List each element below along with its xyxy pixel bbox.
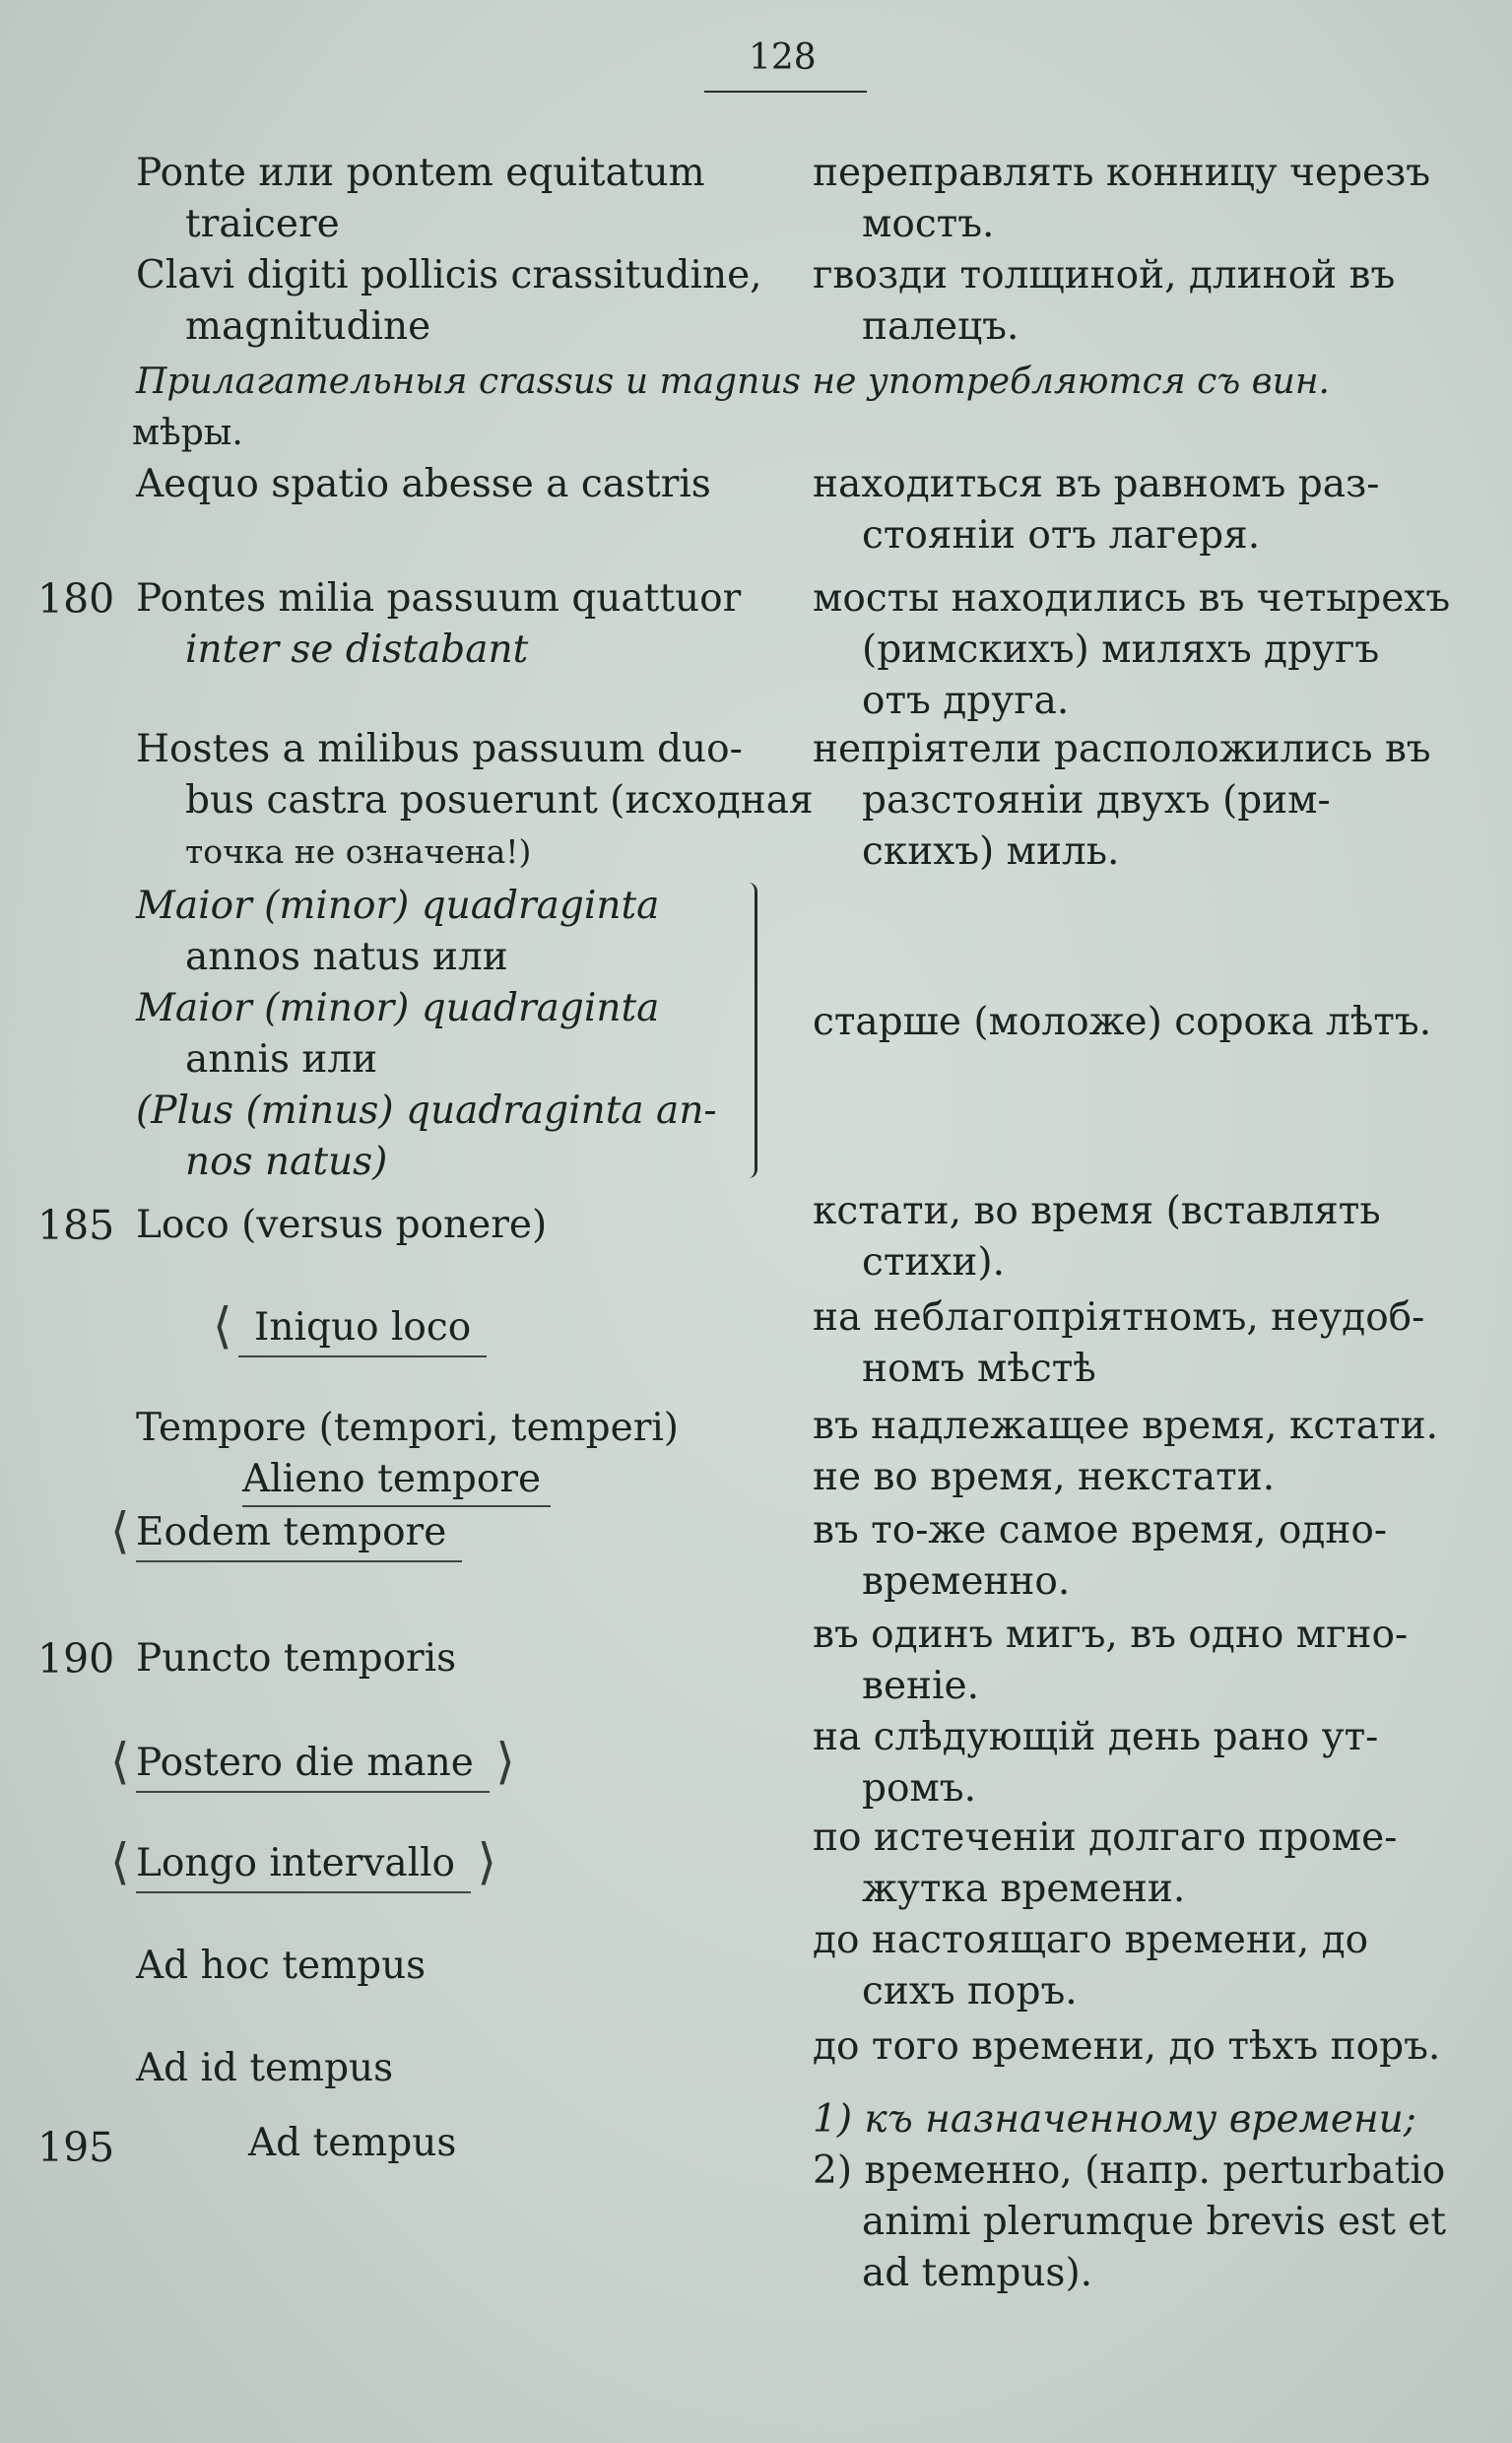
latin-phrase	[136, 724, 814, 878]
russian-line: старше (моложе) сорока лѣтъ.	[813, 1000, 1432, 1044]
russian-line: ad tempus).	[862, 2251, 1093, 2295]
latin-line: Ad id tempus	[136, 2046, 394, 2090]
russian-line: въ то-же самое время, одно-	[813, 1508, 1388, 1552]
russian-translation	[813, 573, 1451, 727]
russian-line: гвозди толщиной, длиной въ	[813, 253, 1396, 297]
russian-translation	[813, 997, 1432, 1048]
note-line: мѣры.	[132, 413, 243, 453]
russian-line: до того времени, до тѣхъ поръ.	[813, 2024, 1441, 2069]
line-number: 190	[37, 1635, 115, 1683]
latin-line: Tempore (tempori, temperi)	[136, 1406, 680, 1450]
latin-line: magnitudine	[185, 304, 431, 349]
russian-translation	[813, 459, 1428, 561]
latin-phrase	[136, 148, 766, 250]
latin-phrase	[242, 1454, 873, 1507]
right-brace	[749, 883, 757, 1178]
latin-phrase	[136, 1507, 766, 1562]
russian-line: мостъ.	[862, 202, 995, 246]
russian-translation	[813, 1915, 1428, 2017]
grammar-note	[132, 357, 1330, 459]
latin-phrase	[136, 1403, 766, 1454]
russian-line: переправлять конницу черезъ	[813, 151, 1431, 195]
latin-line: traicere	[185, 202, 340, 246]
russian-line: веніе.	[862, 1664, 979, 1708]
russian-line: скихъ) миль.	[862, 829, 1120, 874]
latin-line: Ponte или pontem equitatum	[136, 151, 705, 195]
russian-translation	[813, 1452, 1428, 1503]
latin-line: Alieno tempore	[242, 1454, 551, 1507]
russian-line: animi plerumque brevis est et	[862, 2200, 1447, 2244]
russian-translation	[813, 1813, 1428, 1915]
russian-translation	[813, 2021, 1441, 2073]
latin-line: bus castra posuerunt (исходная	[185, 778, 814, 823]
latin-phrase	[136, 1738, 766, 1793]
latin-phrase	[136, 573, 766, 676]
latin-line: Ad tempus	[248, 2121, 457, 2165]
latin-phrase	[248, 2118, 879, 2169]
latin-phrase	[136, 1941, 766, 1992]
latin-line: Maior (minor) quadraginta	[136, 884, 660, 928]
russian-translation	[813, 1712, 1428, 1815]
russian-translation	[813, 250, 1428, 353]
russian-line: жутка времени.	[862, 1867, 1186, 1911]
latin-line: ⟨ Eodem tempore	[136, 1507, 462, 1562]
latin-line: Clavi digiti pollicis crassitudine,	[136, 253, 762, 297]
note-line: Прилагательныя crassus и magnus не употребляются съ вин.	[136, 362, 1330, 402]
latin-line: ⟨ Iniquo loco	[238, 1302, 487, 1357]
latin-line: nos natus)	[185, 1140, 388, 1184]
line-number: 185	[37, 1202, 115, 1249]
russian-translation	[813, 1186, 1428, 1288]
russian-line: непріятели расположились въ	[813, 727, 1431, 771]
russian-line: на слѣдующій день рано ут-	[813, 1715, 1379, 1759]
latin-line: ⟨ Longo intervallo ⟩	[136, 1838, 471, 1893]
line-number: 180	[37, 575, 115, 623]
latin-phrase	[136, 459, 766, 510]
russian-translation	[813, 1401, 1438, 1452]
russian-line: (римскихъ) миляхъ другъ	[862, 627, 1380, 672]
latin-line: Hostes a milibus passuum duo-	[136, 727, 743, 771]
russian-line: сихъ поръ.	[862, 1969, 1078, 2014]
russian-line: по истеченіи долгаго проме-	[813, 1816, 1398, 1860]
russian-line: стихи).	[862, 1240, 1006, 1285]
russian-line: временно.	[862, 1559, 1071, 1604]
latin-line: точка не означена!)	[185, 832, 532, 871]
russian-line: отъ друга.	[862, 679, 1070, 723]
russian-translation	[813, 724, 1431, 878]
latin-phrase	[238, 1302, 869, 1357]
russian-line: находиться въ равномъ раз-	[813, 462, 1380, 506]
latin-line: Ad hoc tempus	[136, 1944, 427, 1988]
latin-line: Maior (minor) quadraginta	[136, 986, 660, 1030]
latin-line: Loco (versus ponere)	[136, 1203, 548, 1247]
page-number-rule	[704, 91, 867, 93]
latin-line: (Plus (minus) quadraginta an-	[136, 1089, 717, 1133]
latin-phrase	[136, 1838, 766, 1893]
russian-translation	[813, 1292, 1428, 1395]
latin-line: inter se distabant	[185, 627, 529, 672]
russian-translation	[813, 1505, 1428, 1608]
russian-line: не во время, некстати.	[813, 1455, 1276, 1499]
russian-line: стояніи отъ лагеря.	[862, 513, 1261, 558]
russian-line: до настоящаго времени, до	[813, 1918, 1369, 1962]
latin-phrase	[136, 250, 766, 353]
russian-line: палецъ.	[862, 304, 1019, 349]
latin-phrase	[136, 2043, 766, 2094]
russian-translation	[813, 2094, 1447, 2299]
russian-translation	[813, 148, 1431, 250]
latin-line: annis или	[185, 1037, 378, 1082]
latin-line: ⟨ Postero die mane ⟩	[136, 1738, 490, 1793]
russian-line: разстояніи двухъ (рим-	[862, 778, 1331, 823]
latin-line: Pontes milia passuum quattuor	[136, 576, 742, 621]
russian-line: кстати, во время (вставлять	[813, 1189, 1381, 1233]
page-number: 128	[749, 37, 817, 78]
russian-line: въ одинъ мигъ, въ одно мгно-	[813, 1613, 1409, 1657]
russian-translation	[813, 1610, 1428, 1712]
latin-phrase	[136, 881, 766, 1188]
latin-phrase	[136, 1633, 766, 1684]
line-number: 195	[37, 2124, 115, 2171]
latin-phrase	[136, 1200, 766, 1251]
russian-line: въ надлежащее время, кстати.	[813, 1404, 1438, 1448]
russian-line: на неблагопріятномъ, неудоб-	[813, 1295, 1425, 1340]
latin-line: Aequo spatio abesse a castris	[136, 462, 711, 506]
russian-line: 2) временно, (напр. perturbatio	[813, 2148, 1446, 2193]
russian-line: ромъ.	[862, 1766, 976, 1811]
latin-line: Puncto temporis	[136, 1636, 457, 1681]
latin-line: annos natus или	[185, 935, 508, 979]
russian-line: 1) къ назначенному времени;	[813, 2097, 1416, 2142]
russian-line: мосты находились въ четырехъ	[813, 576, 1451, 621]
russian-line: номъ мѣстѣ	[862, 1347, 1096, 1391]
